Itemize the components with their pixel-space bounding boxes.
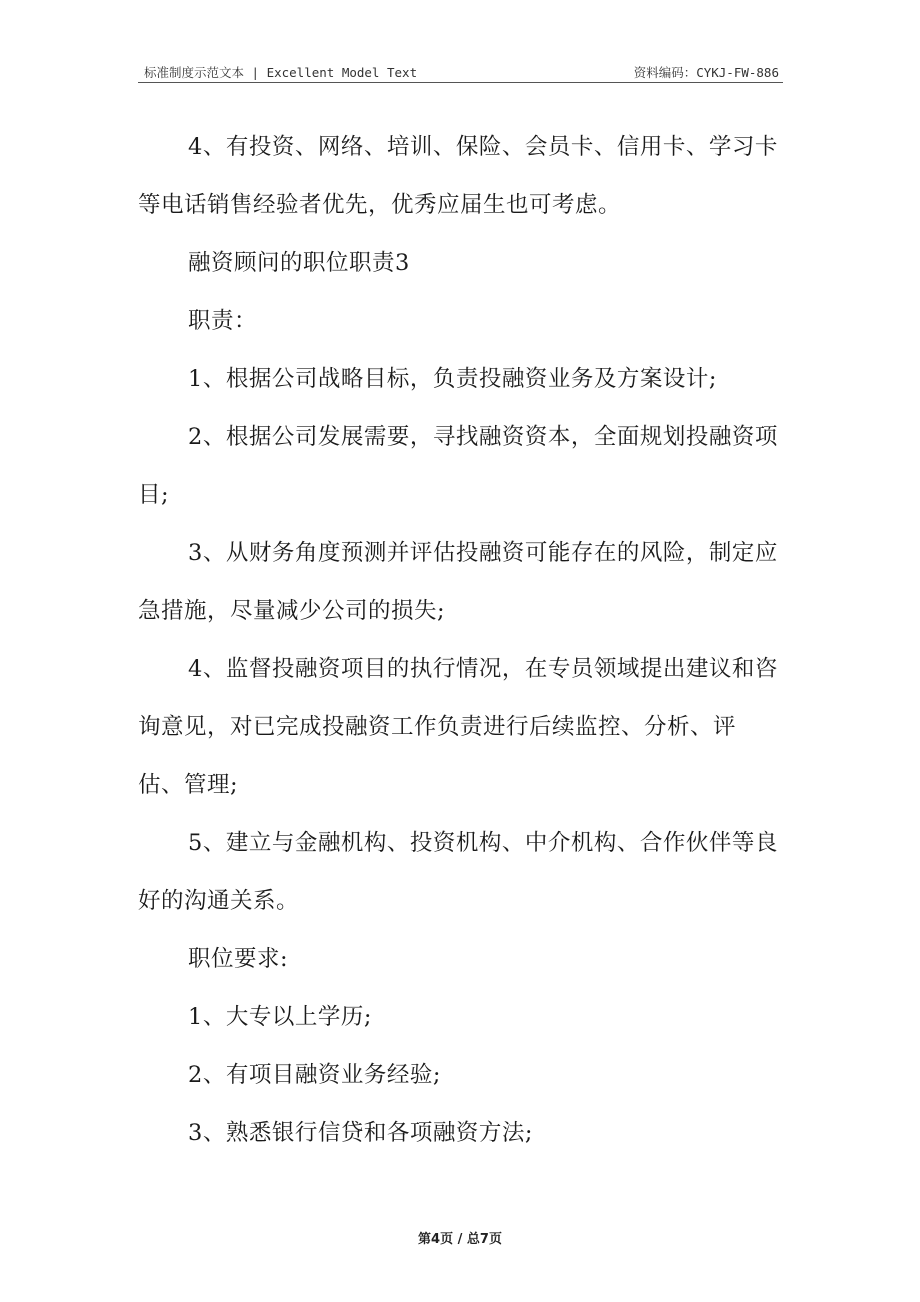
paragraph: 4、有投资、网络、培训、保险、会员卡、信用卡、学习卡等电话销售经验者优先，优秀应届生也可考虑。 [138, 134, 778, 218]
paragraph: 3、熟悉银行信贷和各项融资方法; [188, 1120, 533, 1146]
subheading: 职位要求: [188, 946, 289, 972]
subheading: 职责： [188, 308, 258, 334]
paragraph: 2、根据公司发展需要，寻找融资资本，全面规划投融资项目; [138, 424, 778, 508]
paragraph: 5、建立与金融机构、投资机构、中介机构、合作伙伴等良好的沟通关系。 [138, 830, 778, 914]
page-number: 第4页 / 总7页 [418, 1232, 502, 1247]
section-heading: 融资顾问的职位职责3 [188, 250, 410, 276]
paragraph: 4、监督投融资项目的执行情况，在专员领域提出建议和咨询意见，对已完成投融资工作负责进行后续监控、分析、评估、管理; [138, 656, 778, 798]
header-title: 标准制度示范文本 | Excellent Model Text [144, 65, 418, 80]
paragraph: 3、从财务角度预测并评估投融资可能存在的风险，制定应急措施，尽量减少公司的损失; [138, 540, 778, 624]
document-body [138, 118, 778, 1162]
header-doc-code: 资料编码：CYKJ-FW-886 [633, 65, 779, 80]
paragraph: 2、有项目融资业务经验; [188, 1062, 441, 1088]
page-header [138, 60, 783, 83]
paragraph: 1、大专以上学历; [188, 1004, 372, 1030]
paragraph: 1、根据公司战略目标，负责投融资业务及方案设计; [188, 366, 717, 392]
